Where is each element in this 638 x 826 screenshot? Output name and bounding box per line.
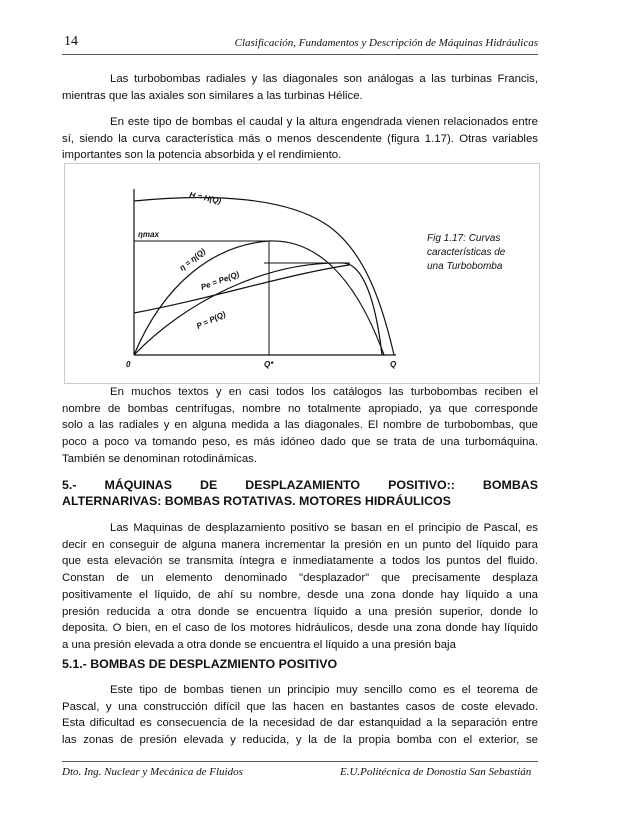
page-number: 14 [64, 34, 78, 49]
paragraph-line: deposita. O bien, en el caso de los motores hidráulicos, desde una zona donde hay líquido [62, 622, 538, 635]
footer-department: Dto. Ing. Nuclear y Mecánica de Fluidos [62, 766, 243, 778]
q-star-label: Q* [264, 360, 274, 369]
power-curve [134, 265, 349, 313]
paragraph-line: presión reducida a otra donde se encuentra líquido a una presión superior, donde lo [62, 605, 538, 618]
useful-power-label: Pe = Pe(Q) [199, 269, 241, 292]
paragraph-2 [62, 114, 538, 164]
eta-max-label: ηmax [138, 230, 159, 239]
paragraph-line: las zonas de presión elevada y reducida, y la de la propia bomba con el exterior, se [62, 734, 538, 747]
paragraph-line: Este tipo de bombas tienen un principio muy sencillo como es el teorema de [110, 684, 538, 696]
paragraph-line: a una presión elevada a otra donde se encuentra el líquido a una presión baja [62, 638, 456, 651]
useful-power-curve [134, 263, 382, 355]
caption-line: características de [427, 247, 506, 258]
figure-caption [427, 232, 537, 274]
header-rule [62, 54, 538, 55]
paragraph-line: En muchos textos y en casi todos los catálogos las turbobombas reciben el [110, 386, 538, 398]
footer-school: E.U.Politécnica de Donostia San Sebastián [340, 766, 532, 778]
heading-line: 5.- MÁQUINAS DE DESPLAZAMIENTO POSITIVO:: BOMBAS [62, 478, 538, 492]
paragraph-line: positivamente el líquido, de ahí su nombre, desde una zona donde hay líquido a una [62, 588, 538, 601]
paragraph-line: nombre de bombas centrífugas, nombre no totalmente apropiado, ya que corresponde [62, 402, 538, 415]
paragraph-line: solo a las radiales y en alguna medida a las diagonales. El nombre de turbobombas, que [62, 419, 538, 432]
efficiency-curve [134, 241, 384, 355]
q-axis-label: Q [390, 360, 397, 369]
head-curve [134, 197, 394, 355]
paragraph-line: Pascal, y una construcción difícil que las hacen en bastantes casos de coste elevado. [62, 700, 538, 713]
efficiency-curve-label: η = η(Q) [177, 246, 208, 273]
caption-line: Fig 1.17: Curvas [427, 233, 501, 244]
paragraph-line: Constan de un elemento denominado "desplazador" que precisamente desplaza [62, 572, 538, 585]
paragraph-4 [62, 520, 538, 654]
paragraph-line: sí, siendo la curva característica más o menos descendente (figura 1.17). Otras variables [62, 132, 538, 145]
section-5-heading [62, 477, 538, 509]
origin-label: 0 [126, 360, 131, 369]
paragraph-1 [62, 71, 538, 104]
power-curve-label: P = P(Q) [195, 309, 227, 331]
paragraph-line: que esta elevación se transmita íntegra e inmediatamente a todos los puntos del fluido. [62, 555, 538, 568]
caption-line: una Turbobomba [427, 261, 503, 272]
paragraph-5 [62, 682, 538, 749]
footer-rule [62, 761, 538, 762]
heading-line: ALTERNARIVAS: BOMBAS ROTATIVAS. MOTORES HIDRÁULICOS [62, 494, 451, 508]
paragraph-line: decir en conseguir de alguna manera incrementar la presión en un punto del líquido para [62, 538, 538, 551]
paragraph-line: poco a poco va tomando peso, es más idóneo dado que se trata de una turbomáquina. [62, 436, 538, 449]
paragraph-line: Esta dificultad es consecuencia de la necesidad de dar estanquidad a la separación entre [62, 717, 538, 730]
paragraph-line: Las Maquinas de desplazamiento positivo se basan en el principio de Pascal, es [110, 522, 538, 534]
running-title: Clasificación, Fundamentos y Descripción de Máquinas Hidráulicas [234, 37, 538, 49]
paragraph-line: mientras que las axiales son similares a las turbinas Hélice. [62, 89, 363, 102]
paragraph-3 [62, 384, 538, 468]
paragraph-line: Las turbobombas radiales y las diagonales son análogas a las turbinas Francis, [110, 73, 538, 85]
paragraph-line: importantes son la potencia absorbida y el rendimiento. [62, 149, 342, 162]
section-5-1-heading: 5.1.- BOMBAS DE DESPLAZMIENTO POSITIVO [62, 657, 338, 671]
head-curve-label: H = H(Q) [188, 190, 222, 206]
paragraph-line: En este tipo de bombas el caudal y la altura engendrada vienen relacionados entre [110, 116, 538, 128]
paragraph-line: También se denominan rotodinámicas. [62, 452, 258, 465]
